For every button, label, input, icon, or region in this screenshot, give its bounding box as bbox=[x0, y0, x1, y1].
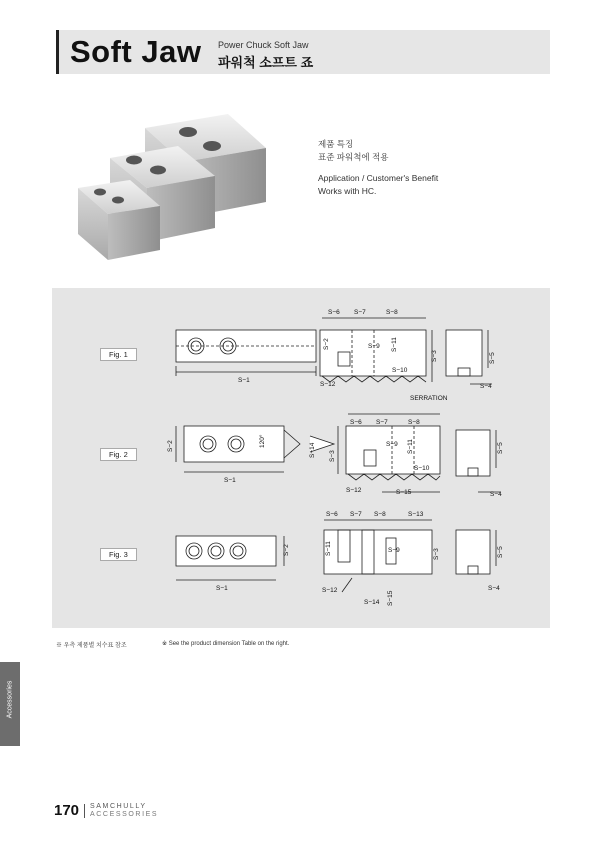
fig2-dim-s1: S−1 bbox=[224, 477, 236, 484]
fig3-dim-s13: S−13 bbox=[408, 511, 424, 518]
footer-separator bbox=[84, 804, 85, 818]
fig2-dim-s12: S−12 bbox=[346, 487, 362, 494]
page-title: Soft Jaw bbox=[70, 34, 202, 69]
fig1-dim-s11: S−11 bbox=[391, 337, 398, 352]
subtitle-ko: 파워척 소프트 죠 bbox=[218, 55, 314, 70]
fig3-dim-s4: S−4 bbox=[488, 585, 500, 592]
fig2-dim-s15: S−15 bbox=[396, 489, 412, 496]
fig2-dim-s10: S−10 bbox=[414, 465, 430, 472]
fig1-dim-s3: S−3 bbox=[431, 350, 438, 362]
note-en: ※ See the product dimension Table on the right. bbox=[162, 641, 290, 647]
fig2-label: Fig. 2 bbox=[100, 448, 137, 461]
fig1-dim-serration: SERRATION bbox=[410, 395, 448, 402]
fig3-dim-s3: S−3 bbox=[433, 548, 440, 560]
subtitle-en: Power Chuck Soft Jaw bbox=[218, 40, 309, 50]
fig3-dim-s5: S−5 bbox=[497, 546, 504, 558]
fig3-dim-s7: S−7 bbox=[350, 511, 362, 518]
fig2-dim-s9: S−9 bbox=[386, 441, 398, 448]
fig1-dim-s12: S−12 bbox=[320, 381, 336, 388]
fig3-dim-s9: S−9 bbox=[388, 547, 400, 554]
fig1-dim-s1: S−1 bbox=[238, 377, 250, 384]
brand-section: ACCESSORIES bbox=[90, 811, 159, 818]
fig3-dim-s6: S−6 bbox=[326, 511, 338, 518]
fig1-dim-s10: S−10 bbox=[392, 367, 408, 374]
fig1-dim-s5: S−5 bbox=[489, 352, 496, 364]
fig2-dim-s7: S−7 bbox=[376, 419, 388, 426]
fig1-dim-s6: S−6 bbox=[328, 309, 340, 316]
fig1-dim-s7: S−7 bbox=[354, 309, 366, 316]
fig3-label: Fig. 3 bbox=[100, 548, 137, 561]
fig2-dim-s14: S−14 bbox=[309, 442, 316, 458]
fig2-dim-s5: S−5 bbox=[497, 442, 504, 454]
info-block bbox=[318, 138, 438, 198]
fig2-dim-s2: S−2 bbox=[167, 440, 174, 452]
side-tab-label: Accessories bbox=[6, 680, 14, 719]
fig3-dim-s14: S−14 bbox=[364, 599, 380, 606]
fig2-dim-angle: 120° bbox=[259, 434, 266, 448]
fig3-dim-s1: S−1 bbox=[216, 585, 228, 592]
fig1-dim-s9: S−9 bbox=[368, 343, 380, 350]
fig3-dim-s12: S−12 bbox=[322, 587, 338, 594]
fig1-drawing bbox=[176, 318, 492, 384]
note-ko: ※ 우측 제품별 치수표 참조 bbox=[56, 643, 127, 649]
fig2-dim-s3: S−3 bbox=[329, 450, 336, 462]
header-rule bbox=[56, 30, 59, 74]
fig1-dim-s8: S−8 bbox=[386, 309, 398, 316]
feature-heading: 제품 특징 bbox=[318, 139, 354, 149]
application-text: Works with HC. bbox=[318, 186, 377, 196]
brand-name: SAMCHULLY bbox=[90, 803, 147, 810]
technical-drawings bbox=[52, 288, 550, 628]
fig1-label: Fig. 1 bbox=[100, 348, 137, 361]
fig1-dim-s2: S−2 bbox=[323, 338, 330, 350]
product-photo bbox=[70, 110, 280, 270]
fig2-dim-s6: S−6 bbox=[350, 419, 362, 426]
fig2-dim-s8: S−8 bbox=[408, 419, 420, 426]
fig3-dim-s2: S−2 bbox=[283, 544, 290, 556]
fig3-dim-s8: S−8 bbox=[374, 511, 386, 518]
fig3-dim-s11: S−11 bbox=[325, 541, 332, 556]
fig2-dim-s11: S−11 bbox=[407, 439, 414, 454]
fig3-drawing bbox=[176, 520, 496, 592]
feature-text: 표준 파워척에 적용 bbox=[318, 152, 389, 162]
fig2-dim-s4: S−4 bbox=[490, 491, 502, 498]
application-heading: Application / Customer's Benefit bbox=[318, 173, 439, 183]
fig1-dim-s4: S−4 bbox=[480, 383, 492, 390]
fig3-dim-s15: S−15 bbox=[387, 590, 394, 606]
page-number: 170 bbox=[54, 802, 80, 819]
